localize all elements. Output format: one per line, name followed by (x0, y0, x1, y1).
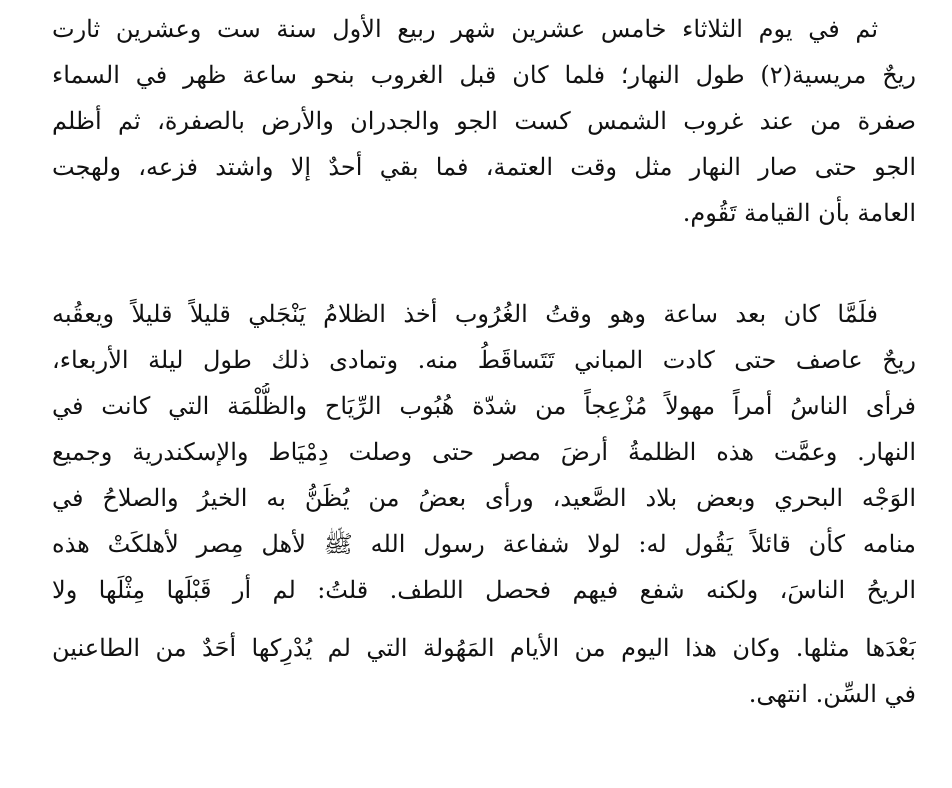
text-line: الوَجْه البحري وبعض بلاد الصَّعيد، ورأى بعضُ من يُظَنُّ به الخيرُ والصلاحُ في (52, 484, 916, 512)
document-page (52, 6, 916, 717)
text-line: ريحٌ مريسية(٢) طول النهار؛ فلما كان قبل الغروب بنحو ساعة ظهر في السماء (52, 61, 916, 89)
text-line: ثم في يوم الثلاثاء خامس عشرين شهر ربيع الأول سنة ست وعشرين ثارت (52, 15, 878, 43)
text-line: منامه كأن قائلاً يَقُول له: لولا شفاعة رسول الله ﷺ لأهل مِصر لأهلكَتْ هذه (52, 530, 916, 558)
text-line: صفرة من عند غروب الشمس كست الجو والجدران والأرض بالصفرة، ثم أظلم (52, 107, 916, 135)
text-line: ريحٌ عاصف حتى كادت المباني تَتَساقَطُ منه. وتمادى ذلك طول ليلة الأربعاء، (52, 346, 916, 374)
text-line: الريحُ الناسَ، ولكنه شفع فيهم فحصل اللطف. قلتُ: لم أر قَبْلَها مِثْلَها ولا (52, 576, 916, 604)
line-gap (52, 613, 916, 625)
text-line: فلَمَّا كان بعد ساعة وهو وقتُ الغُرُوب أخذ الظلامُ يَنْجَلي قليلاً قليلاً ويعقُبه (52, 300, 878, 328)
text-line: في السِّن. انتهى. (748, 680, 916, 708)
text-line: بَعْدَها مثلها. وكان هذا اليوم من الأيام المَهُولة التي لم يُدْرِكها أحَدٌ من الطاعنين (52, 634, 916, 662)
paragraph-gap (52, 236, 916, 291)
text-line: العامة بأن القيامة تَقُوم. (682, 199, 916, 227)
text-line: فرأى الناسُ أمراً مهولاً مُزْعِجاً من شدّة هُبُوب الرِّيَاح والظُّلْمَة التي كانت في (52, 392, 916, 420)
paragraph-1 (52, 6, 916, 236)
text-line: الجو حتى صار النهار مثل وقت العتمة، فما بقي أحدٌ إلا واشتد فزعه، ولهجت (52, 153, 916, 181)
paragraph-2 (52, 291, 916, 717)
text-line: النهار. وعمَّت هذه الظلمةُ أرضَ مصر حتى وصلت دِمْيَاط والإسكندرية وجميع (52, 438, 916, 466)
